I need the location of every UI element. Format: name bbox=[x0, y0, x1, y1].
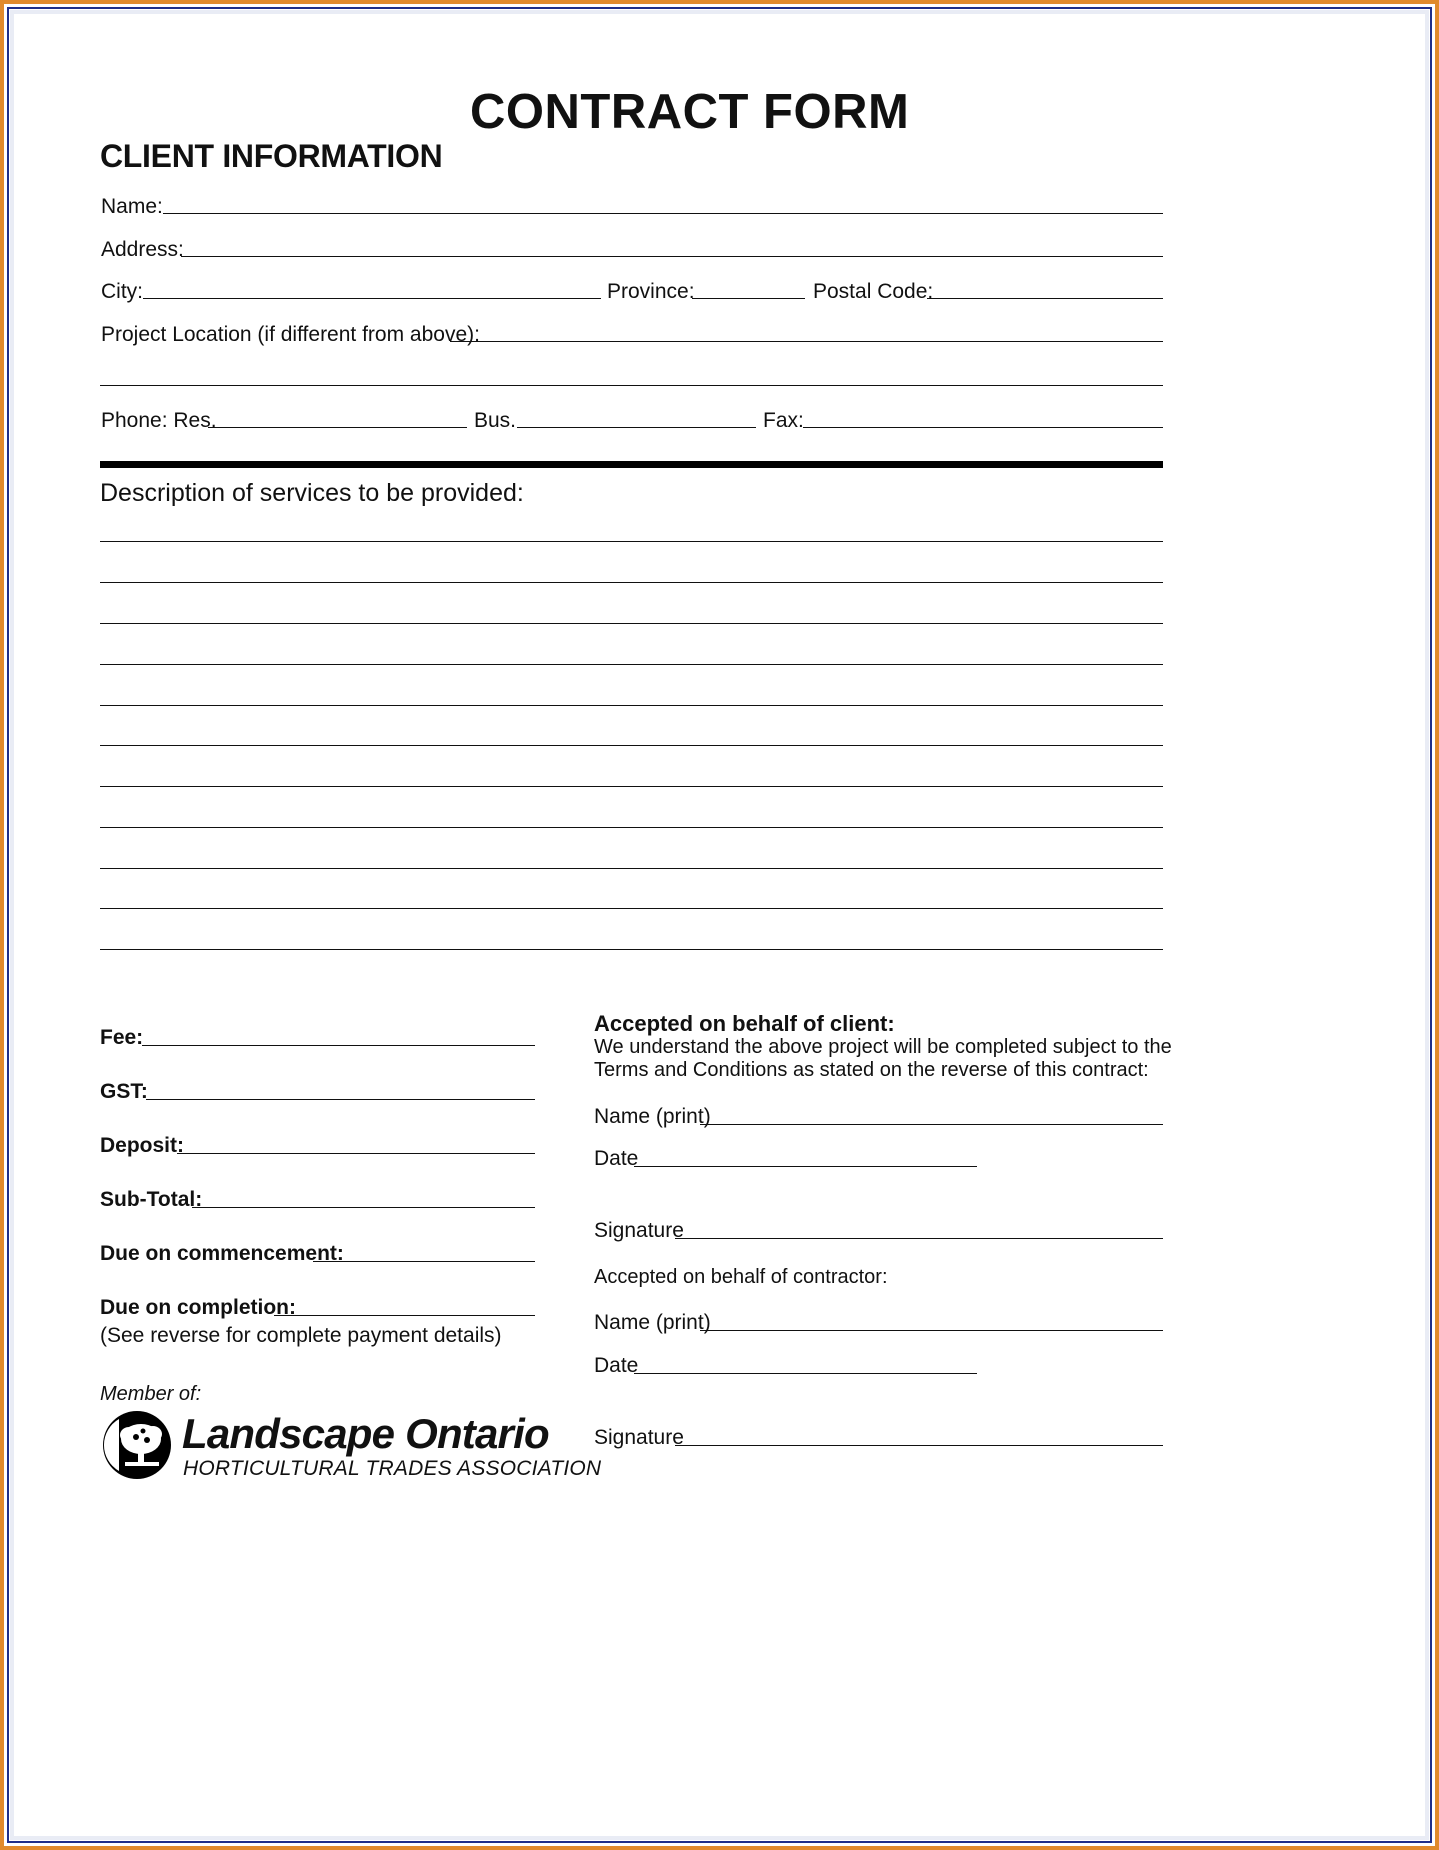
name-field[interactable] bbox=[163, 213, 1163, 214]
due-completion-field[interactable] bbox=[274, 1315, 535, 1316]
due-commencement-label: Due on commencement: bbox=[100, 1242, 344, 1265]
client-acceptance-text-2: Terms and Conditions as stated on the reverse of this contract: bbox=[594, 1059, 1149, 1081]
payment-note: (See reverse for complete payment details) bbox=[100, 1324, 502, 1347]
client-info-heading: CLIENT INFORMATION bbox=[100, 138, 443, 174]
gst-field[interactable] bbox=[146, 1099, 535, 1100]
client-signature-label: Signature bbox=[594, 1219, 684, 1242]
services-line[interactable] bbox=[100, 623, 1163, 624]
fax-label: Fax: bbox=[763, 409, 804, 432]
logo-name: Landscape Ontario bbox=[182, 1410, 549, 1457]
contract-form-page bbox=[14, 14, 1425, 1836]
contractor-date-field[interactable] bbox=[634, 1373, 977, 1374]
contractor-signature-label: Signature bbox=[594, 1426, 684, 1449]
due-completion-label: Due on completion: bbox=[100, 1296, 296, 1319]
contractor-date-label: Date bbox=[594, 1354, 639, 1377]
services-line[interactable] bbox=[100, 786, 1163, 787]
services-line[interactable] bbox=[100, 949, 1163, 950]
deposit-field[interactable] bbox=[177, 1153, 535, 1154]
project-location-field-line2[interactable] bbox=[100, 385, 1163, 386]
phone-bus-field[interactable] bbox=[517, 427, 756, 428]
client-date-label: Date bbox=[594, 1147, 639, 1170]
fee-label: Fee: bbox=[100, 1026, 144, 1049]
gst-label: GST: bbox=[100, 1080, 148, 1103]
section-divider bbox=[100, 461, 1163, 468]
province-label: Province: bbox=[607, 280, 695, 303]
address-field[interactable] bbox=[181, 256, 1163, 257]
services-label: Description of services to be provided: bbox=[100, 479, 524, 507]
member-of-label: Member of: bbox=[100, 1383, 202, 1405]
client-date-field[interactable] bbox=[634, 1166, 977, 1167]
logo-subtitle: HORTICULTURAL TRADES ASSOCIATION bbox=[183, 1457, 602, 1480]
fax-field[interactable] bbox=[803, 427, 1163, 428]
services-line[interactable] bbox=[100, 827, 1163, 828]
contractor-name-label: Name (print) bbox=[594, 1311, 711, 1334]
services-line[interactable] bbox=[100, 582, 1163, 583]
address-label: Address: bbox=[101, 238, 184, 261]
services-line[interactable] bbox=[100, 908, 1163, 909]
deposit-label: Deposit: bbox=[100, 1134, 184, 1157]
contractor-acceptance-heading: Accepted on behalf of contractor: bbox=[594, 1266, 888, 1288]
services-line[interactable] bbox=[100, 868, 1163, 869]
subtotal-field[interactable] bbox=[192, 1207, 535, 1208]
due-commencement-field[interactable] bbox=[313, 1261, 535, 1262]
client-acceptance-heading: Accepted on behalf of client: bbox=[594, 1011, 895, 1036]
services-line[interactable] bbox=[100, 745, 1163, 746]
tree-emblem-icon bbox=[101, 1409, 173, 1481]
phone-res-field[interactable] bbox=[208, 427, 467, 428]
project-location-label: Project Location (if different from above): bbox=[101, 323, 480, 346]
client-acceptance-text-1: We understand the above project will be completed subject to the bbox=[594, 1036, 1172, 1058]
province-field[interactable] bbox=[692, 298, 805, 299]
subtotal-label: Sub-Total: bbox=[100, 1188, 203, 1211]
city-field[interactable] bbox=[143, 298, 601, 299]
city-label: City: bbox=[101, 280, 143, 303]
project-location-field[interactable] bbox=[450, 341, 1163, 342]
services-line[interactable] bbox=[100, 705, 1163, 706]
phone-bus-label: Bus. bbox=[474, 409, 517, 432]
services-line[interactable] bbox=[100, 664, 1163, 665]
name-label: Name: bbox=[101, 195, 163, 218]
page-title: CONTRACT FORM bbox=[470, 85, 910, 139]
client-name-label: Name (print) bbox=[594, 1105, 711, 1128]
contractor-name-field[interactable] bbox=[700, 1330, 1163, 1331]
fee-field[interactable] bbox=[142, 1045, 535, 1046]
phone-res-label: Phone: Res. bbox=[101, 409, 217, 432]
postal-code-field[interactable] bbox=[927, 298, 1163, 299]
client-name-field[interactable] bbox=[700, 1124, 1163, 1125]
contractor-signature-field[interactable] bbox=[675, 1445, 1163, 1446]
postal-code-label: Postal Code: bbox=[813, 280, 934, 303]
services-line[interactable] bbox=[100, 541, 1163, 542]
client-signature-field[interactable] bbox=[675, 1238, 1163, 1239]
